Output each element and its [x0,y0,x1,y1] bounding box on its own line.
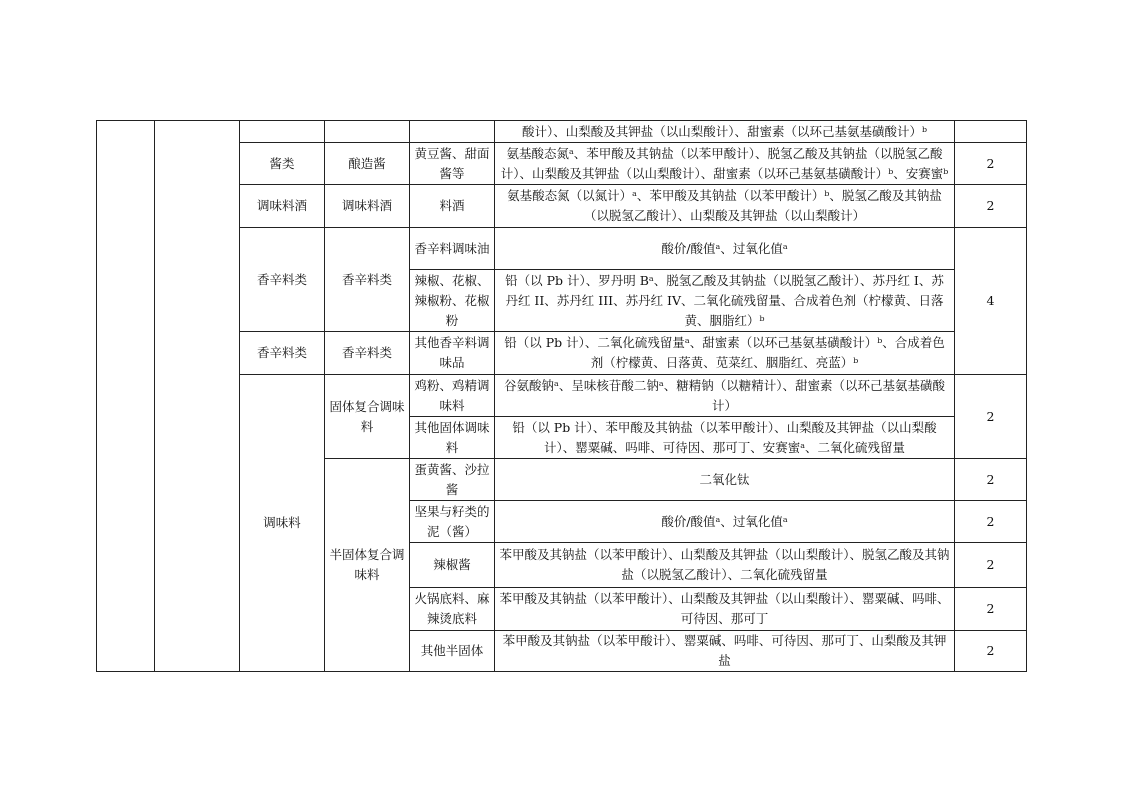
subcategory-cell: 酿造酱 [325,143,410,185]
category-cell: 香辛料类 [240,228,325,332]
test-items-cell: 二氧化钛 [495,459,955,501]
count-cell: 4 [955,228,1027,375]
count-cell: 2 [955,143,1027,185]
subcategory-cell: 香辛料类 [325,332,410,375]
test-items-cell: 酸价/酸值ᵃ、过氧化值ᵃ [495,228,955,270]
test-items-cell: 酸价/酸值ᵃ、过氧化值ᵃ [495,501,955,543]
subcategory-cell: 调味料酒 [325,185,410,228]
blank-cell [955,121,1027,143]
count-cell: 2 [955,375,1027,459]
test-items-cell: 谷氨酸钠ᵃ、呈味核苷酸二钠ᵃ、糖精钠（以糖精计）、甜蜜素（以环己基氨基磺酸计） [495,375,955,417]
product-cell: 其他香辛料调味品 [410,332,495,375]
product-cell: 辣椒酱 [410,543,495,588]
category-cell: 调味料 [240,375,325,672]
test-items-cell: 酸计）、山梨酸及其钾盐（以山梨酸计）、甜蜜素（以环己基氨基磺酸计）ᵇ [495,121,955,143]
count-cell: 2 [955,501,1027,543]
test-items-cell: 氨基酸态氮ᵃ、苯甲酸及其钠盐（以苯甲酸计）、脱氢乙酸及其钠盐（以脱氢乙酸计）、山梨酸及其钾盐（以山梨酸计）、甜蜜素（以环己基氨基磺酸计）ᵇ、安赛蜜ᵇ [495,143,955,185]
category-cell: 香辛料类 [240,332,325,375]
inspection-items-table [96,120,1027,672]
subcategory-cell: 香辛料类 [325,228,410,332]
blank-cell [240,121,325,143]
count-cell: 2 [955,543,1027,588]
test-items-cell: 铅（以 Pb 计）、苯甲酸及其钠盐（以苯甲酸计）、山梨酸及其钾盐（以山梨酸计）、罂粟碱、吗啡、可待因、那可丁、安赛蜜ᵃ、二氧化硫残留量 [495,417,955,459]
product-cell: 香辛料调味油 [410,228,495,270]
product-cell: 蛋黄酱、沙拉酱 [410,459,495,501]
count-cell: 2 [955,631,1027,672]
blank-cell [325,121,410,143]
test-items-cell: 铅（以 Pb 计）、罗丹明 Bᵃ、脱氢乙酸及其钠盐（以脱氢乙酸计）、苏丹红 I、苏丹红 II、苏丹红 III、苏丹红 IV、二氧化硫残留量、合成着色剂（柠檬黄、日落黄、胭脂红）ᵇ [495,270,955,332]
test-items-cell: 铅（以 Pb 计）、二氧化硫残留量ᵃ、甜蜜素（以环己基氨基磺酸计）ᵇ、合成着色剂（柠檬黄、日落黄、苋菜红、胭脂红、亮蓝）ᵇ [495,332,955,375]
test-items-cell: 苯甲酸及其钠盐（以苯甲酸计）、山梨酸及其钾盐（以山梨酸计）、罂粟碱、吗啡、可待因、那可丁 [495,588,955,631]
product-cell: 料酒 [410,185,495,228]
category-cell: 调味料酒 [240,185,325,228]
subcategory-cell: 固体复合调味料 [325,375,410,459]
test-items-cell: 苯甲酸及其钠盐（以苯甲酸计）、罂粟碱、吗啡、可待因、那可丁、山梨酸及其钾盐 [495,631,955,672]
blank-cell [155,121,240,672]
product-cell: 坚果与籽类的泥（酱） [410,501,495,543]
product-cell: 鸡粉、鸡精调味料 [410,375,495,417]
product-cell: 黄豆酱、甜面酱等 [410,143,495,185]
product-cell: 其他半固体 [410,631,495,672]
test-items-cell: 苯甲酸及其钠盐（以苯甲酸计）、山梨酸及其钾盐（以山梨酸计）、脱氢乙酸及其钠盐（以脱氢乙酸计）、二氧化硫残留量 [495,543,955,588]
product-cell: 辣椒、花椒、辣椒粉、花椒粉 [410,270,495,332]
blank-cell [410,121,495,143]
category-cell: 酱类 [240,143,325,185]
table-row [97,121,1027,143]
test-items-cell: 氨基酸态氮（以氮计）ᵃ、苯甲酸及其钠盐（以苯甲酸计）ᵇ、脱氢乙酸及其钠盐（以脱氢乙酸计）、山梨酸及其钾盐（以山梨酸计） [495,185,955,228]
blank-cell [97,121,155,672]
count-cell: 2 [955,588,1027,631]
product-cell: 其他固体调味料 [410,417,495,459]
count-cell: 2 [955,185,1027,228]
subcategory-cell: 半固体复合调味料 [325,459,410,672]
count-cell: 2 [955,459,1027,501]
product-cell: 火锅底料、麻辣烫底料 [410,588,495,631]
